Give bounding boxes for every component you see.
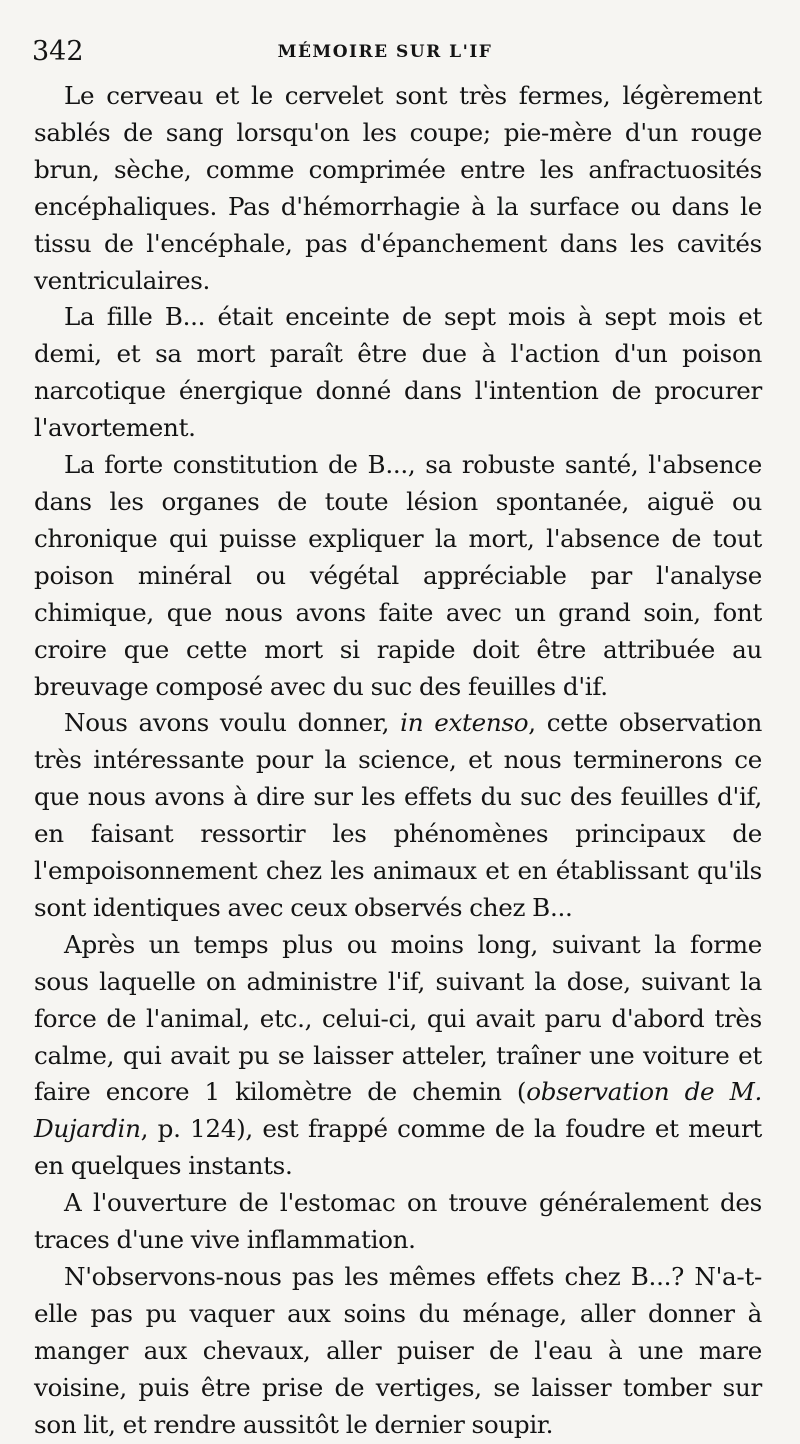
body-text [34, 78, 762, 1444]
paragraph [34, 1259, 762, 1444]
text-segment: La fille B... était enceinte de sept mois à sept mois et demi, et sa mort paraît être due à l'action d'un poison narcotique énergique donné dans l'intention de procurer l'avortement. [34, 302, 762, 443]
paragraph [34, 927, 762, 1185]
text-segment: Après un temps plus ou moins long, suivant la forme sous laquelle on administre l'if, suivant la dose, suivant la force de l'animal, etc., celui-ci, qui avait paru d'abord très calme, qui avait pu se laisser atteler, traîner une voiture et faire encore 1 kilomètre de chemin ( [34, 929, 762, 1107]
paragraph [34, 299, 762, 447]
italic-text: observation de M. Dujardin [34, 1077, 762, 1144]
text-segment: , cette observation très intéressante pour la science, et nous terminerons ce que nous avons à dire sur les effets du suc des feuilles d'if, en faisant ressortir les phénomènes principaux de l'empoisonnement chez les animaux et en établissant qu'ils sont identiques avec ceux observés chez B... [34, 708, 763, 922]
page-number: 342 [32, 36, 84, 67]
paragraph [34, 705, 762, 926]
paragraph [34, 78, 762, 299]
text-segment: La forte constitution de B..., sa robuste santé, l'absence dans les organes de toute lésion spontanée, aiguë ou chronique qui puisse expliquer la mort, l'absence de tout poison minéral ou végétal appréciable par l'analyse chimique, que nous avons faite avec un grand soin, font croire que cette mort si rapide doit être attribuée au breuvage composé avec du suc des feuilles d'if. [34, 450, 762, 701]
paragraph [34, 1185, 762, 1259]
text-segment: , p. 124), est frappé comme de la foudre et meurt en quelques instants. [34, 1114, 762, 1181]
text-segment: N'observons-nous pas les mêmes effets chez B...? N'a-t-elle pas pu vaquer aux soins du ménage, aller donner à manger aux chevaux, aller puiser de l'eau à une mare voisine, puis être prise de vertiges, se laisser tomber sur son lit, et rendre aussitôt le dernier soupir. [34, 1262, 762, 1439]
text-segment: A l'ouverture de l'estomac on trouve généralement des traces d'une vive inflammation. [34, 1188, 762, 1255]
italic-text: in extenso [400, 708, 529, 738]
running-head [30, 36, 740, 70]
text-segment: Nous avons voulu donner, [64, 708, 401, 738]
header-title: MÉMOIRE SUR L'IF [277, 42, 493, 62]
text-segment: Le cerveau et le cervelet sont très fermes, légèrement sablés de sang lorsqu'on les coupe; pie-mère d'un rouge brun, sèche, comme comprimée entre les anfractuosités encéphaliques. Pas d'hémorrhagie à la surface ou dans le tissu de l'encéphale, pas d'épanchement dans les cavités ventriculaires. [34, 81, 762, 295]
paragraph [34, 447, 762, 705]
